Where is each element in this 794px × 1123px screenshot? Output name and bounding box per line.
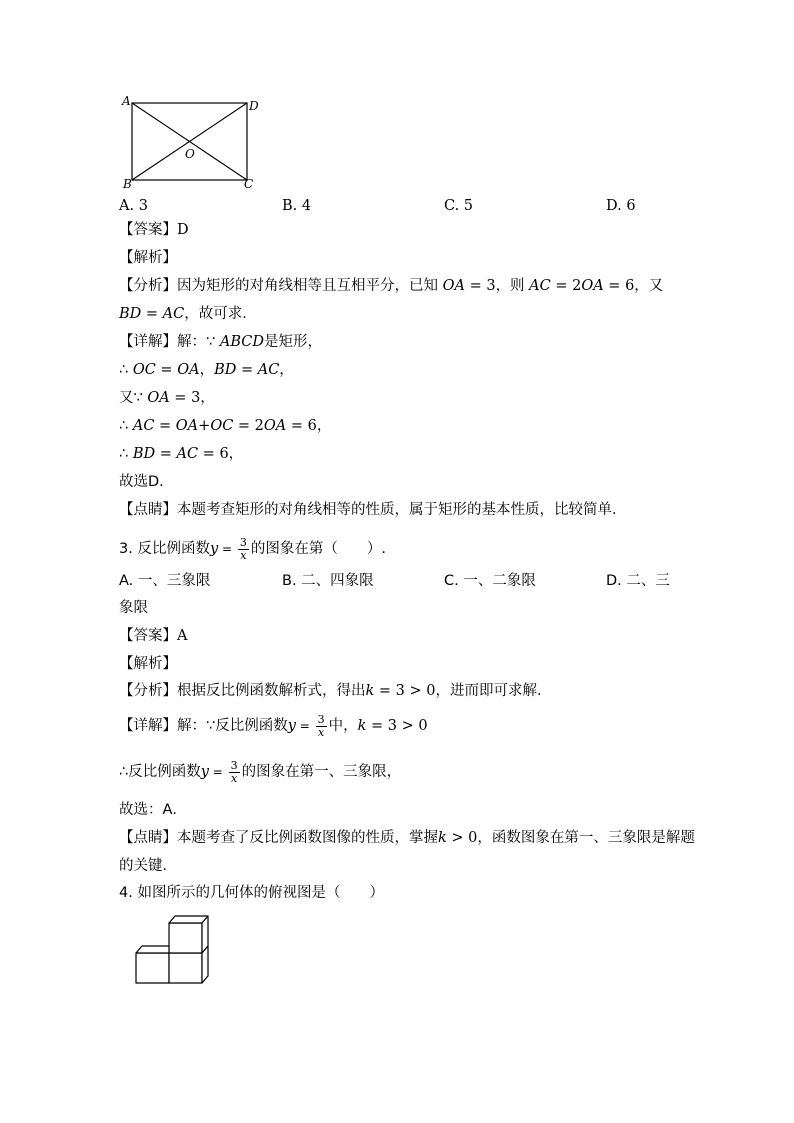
fraction-denominator: x — [231, 771, 238, 785]
comment-text: 本题考查矩形的对角线相等的性质，属于矩形的基本性质，比较简单． — [177, 502, 627, 518]
fenxi-text: ，则 — [495, 278, 525, 294]
q3-option-c: C. 一、二象限 — [444, 573, 536, 589]
q2-fenxi-line2 — [119, 304, 257, 324]
detail-text: 解：∵反比例函数 — [177, 718, 288, 734]
math-eq: = — [208, 765, 227, 779]
math-eq: = — [295, 719, 314, 733]
q2-detail-line2 — [119, 360, 294, 380]
math-eq: = — [236, 362, 258, 378]
q2-detail-line1 — [119, 332, 322, 352]
q3-comment-line2: 的关键． — [119, 858, 177, 874]
math-k: k — [365, 683, 375, 699]
center-o-label: O — [185, 147, 195, 161]
detail-text: 的图象在第一、三象限， — [241, 764, 402, 780]
q3-comment-line1 — [119, 828, 695, 848]
math-eq: = — [154, 418, 176, 434]
math-oa: OA — [442, 278, 465, 294]
answer-value: D — [177, 222, 189, 238]
fraction-denominator: x — [240, 548, 247, 562]
math-eq: = 3 > 0 — [366, 718, 428, 734]
comment-tag: 【点睛】 — [119, 502, 177, 518]
fenxi-text: ，故可求． — [184, 306, 257, 322]
math-eq: = — [218, 542, 236, 556]
q3-answer — [119, 626, 187, 646]
fraction-numerator: 3 — [239, 535, 247, 549]
q3-detail-line2 — [119, 757, 401, 787]
math-eq: = 6， — [286, 418, 332, 434]
vertex-c-label: C — [244, 177, 254, 191]
fenxi-tag: 【分析】 — [119, 278, 177, 294]
math-eq: = 3 > 0 — [374, 683, 436, 699]
math-eq: = 3， — [169, 390, 215, 406]
q3-analysis-tag: 【解析】 — [119, 656, 177, 672]
math-eq: = 2 — [550, 278, 582, 294]
q2-option-c: C. 5 — [444, 198, 474, 214]
therefore: ∴ — [119, 446, 133, 462]
q4-stem: 4. 如图所示的几何体的俯视图是（ ） — [119, 885, 384, 901]
math-oc: OC — [210, 418, 234, 434]
answer-tag: 【答案】 — [119, 222, 177, 238]
math-eq: = 3 — [464, 278, 496, 294]
vertex-d-label: D — [249, 99, 259, 113]
q2-option-a: A. 3 — [119, 198, 148, 214]
sep: ， — [279, 362, 294, 378]
fraction-denominator: x — [318, 725, 325, 739]
math-oa: OA — [147, 390, 170, 406]
math-eq: = 2 — [233, 418, 264, 434]
q3-detail-line3: 故选：A． — [119, 802, 187, 818]
math-bd: BD — [132, 446, 156, 462]
q3-detail-line1 — [119, 711, 428, 741]
math-eq: = — [155, 362, 178, 378]
math-oc: OC — [132, 362, 156, 378]
detail-text: 是矩形， — [263, 334, 322, 350]
comment-text: 本题考查了反比例函数图像的性质，掌握 — [177, 830, 438, 846]
math-k: k — [357, 718, 367, 734]
math-y: y — [200, 764, 209, 780]
math-ac: AC — [162, 306, 185, 322]
q3-option-b: B. 二、四象限 — [282, 573, 374, 589]
vertex-b-label: B — [123, 177, 132, 191]
math-eq: = — [141, 306, 163, 322]
math-oa: OA — [263, 418, 287, 434]
q2-analysis-tag: 【解析】 — [119, 250, 177, 266]
q2-detail-line4 — [119, 416, 331, 436]
cube-stack-figure — [130, 910, 220, 990]
math-ac: AC — [257, 362, 280, 378]
fraction-3-over-x — [316, 714, 327, 739]
rectangle-figure — [115, 92, 265, 192]
q2-detail-line3 — [119, 388, 215, 408]
comment-tag: 【点睛】 — [119, 830, 177, 846]
fraction-numerator: 3 — [230, 758, 238, 772]
fenxi-tag: 【分析】 — [119, 683, 177, 699]
comment-text: ，函数图象在第一、三象限是解题 — [477, 830, 695, 846]
detail-text: 解：∵ — [177, 334, 220, 350]
math-ac: AC — [176, 446, 199, 462]
q2-detail-line6: 故选D． — [119, 474, 174, 490]
vertex-a-label: A — [122, 94, 131, 108]
therefore: ∴ — [119, 418, 133, 434]
math-bd: BD — [119, 306, 142, 322]
answer-tag: 【答案】 — [119, 628, 177, 644]
math-ac: AC — [132, 418, 155, 434]
q2-comment — [119, 500, 627, 520]
detail-tag: 【详解】 — [119, 334, 177, 350]
q2-option-b: B. 4 — [282, 198, 312, 214]
fraction-3-over-x — [238, 537, 249, 562]
math-eq: = 6 — [603, 278, 635, 294]
sep: ， — [199, 362, 215, 378]
detail-text: 中， — [328, 718, 358, 734]
fraction-3-over-x — [229, 760, 240, 785]
q3-option-a: A. 一、三象限 — [119, 573, 211, 589]
detail-tag: 【详解】 — [119, 718, 177, 734]
q3-option-d-continued: 象限 — [119, 600, 148, 616]
q3-option-d: D. 二、三 — [606, 573, 670, 589]
math-y: y — [287, 718, 296, 734]
math-gt: > 0 — [446, 830, 478, 846]
math-plus: + — [198, 418, 211, 434]
q3-stem-text: 3. 反比例函数 — [119, 541, 210, 557]
q3-stem — [119, 534, 386, 564]
math-oa: OA — [177, 362, 200, 378]
math-k: k — [438, 830, 447, 846]
fenxi-text: ，进而即可求解． — [435, 683, 552, 699]
math-oa: OA — [175, 418, 199, 434]
math-oa: OA — [581, 278, 604, 294]
fenxi-text: 根据反比例函数解析式，得出 — [177, 683, 366, 699]
math-eq: = 6， — [198, 446, 244, 462]
math-ac: AC — [529, 278, 551, 294]
math-y: y — [209, 541, 219, 557]
because: 又∵ — [119, 390, 148, 406]
detail-text: ∴反比例函数 — [119, 764, 201, 780]
fenxi-text: ，又 — [634, 278, 664, 294]
math-bd: BD — [214, 362, 237, 378]
therefore: ∴ — [119, 362, 133, 378]
fraction-numerator: 3 — [317, 712, 325, 726]
q3-fenxi — [119, 681, 551, 701]
math-eq: = — [155, 446, 177, 462]
math-abcd: ABCD — [219, 334, 264, 350]
q2-option-d: D. 6 — [606, 198, 636, 214]
q3-stem-text: 的图象在第（ ）. — [250, 541, 386, 557]
answer-value: A — [177, 628, 188, 644]
q2-detail-line5 — [119, 444, 243, 464]
fenxi-text: 因为矩形的对角线相等且互相平分，已知 — [177, 278, 438, 294]
q2-answer — [119, 220, 189, 240]
q2-fenxi-line1 — [119, 276, 663, 296]
